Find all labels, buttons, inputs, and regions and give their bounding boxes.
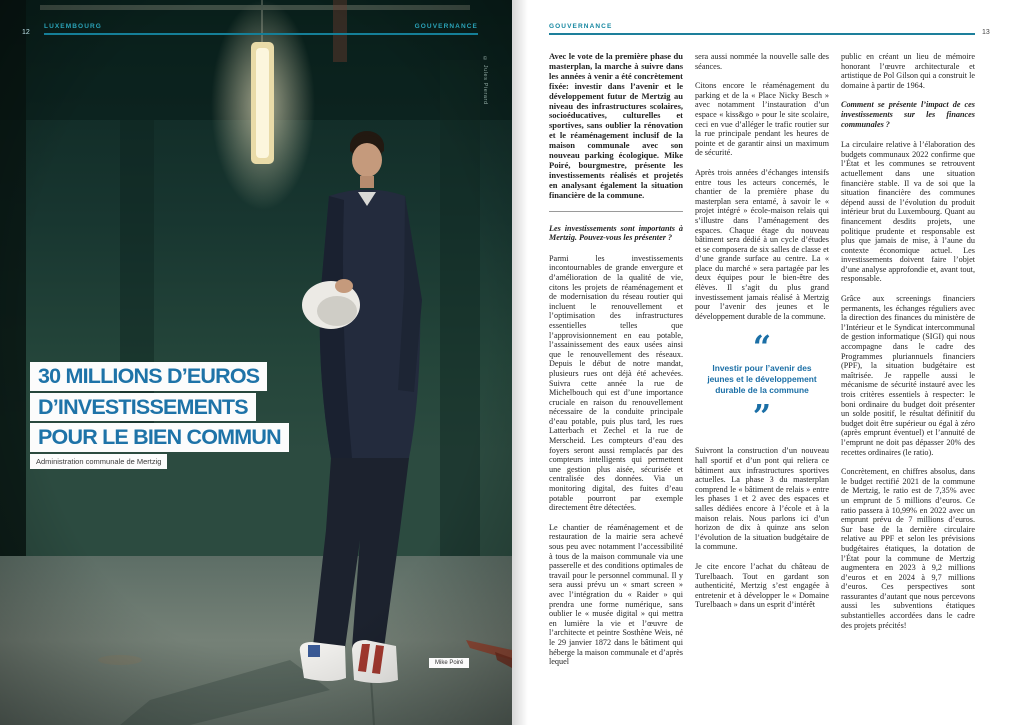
body-paragraph: Suivront la construction d’un nouveau hall sportif et d’un pont qui reliera ce bâtiment aux infrastructures sportives actuelles. La phase 3 du masterplan comprend le « bâtiment de relais » entre les phases 1 et 2 avec des espaces et salles dédiées encore à l’école et à la maison relais. Nous parlons ici d’un horizon de dix à quinze ans selon l’évolution de la situation budgétaire de la commune. [695, 446, 829, 552]
body-paragraph: Grâce aux screenings financiers permanents, les échanges réguliers avec la direction des finances du ministère de l’Intérieur et le Syndicat intercommunal de gestion informatique (SIGI) qui nous accompagne dans le cadre des Programmes pluriannuels financiers (PPF), la situation budgétaire est maîtrisée. Je rappelle aussi le mécanisme de sécurité instauré avec les trois critères essentiels à respecter: le boni ordinaire du budget doit présenter un solde positif, le résultat définitif du budget doit être supérieur ou égal à zéro (après emprunt éventuel) et l’annuité de l’emprunt ne doit pas dépasser 20% des recettes ordinaires (le ratio). [841, 294, 975, 457]
body-paragraph: Parmi les investissements incontournables de grande envergure et d’amélioration de la qualité de vie, citons les projets de réaménagement et de modernisation du réseau routier qui incluent le renouvellement et l’optimisation des infrastructures essentielles telles que l’approvisionnement en eau potable, l’assainissement des eaux usées ainsi que le renouvellement des réseaux. Depuis le début de notre mandat, plusieurs rues ont déjà été achevées. Suivra cette année la rue de Michelbouch qui est d’une importance cruciale en raison du renouvellement nécessaire de la conduite principale d’eau potable, puis plus tard, les rues Latterbach et Zechel et la rue de Merscheid. Les compteurs d’eau des foyers seront aussi remplacés par des compteurs intelligents qui permettent une gestion plus aisée, sécurisée et centralisée des données. Via un monitoring digital, des fuites d’eau potable pourront par exemple directement être détectées. [549, 253, 683, 513]
page-number-right: 13 [982, 29, 990, 36]
body-paragraph: La circulaire relative à l’élaboration des budgets communaux 2022 confirme que l’État et les communes se retrouvent actuellement dans une situation financière stable. Il va de soi que la situation financière des communes dépend aussi de l’évolution du produit intérieur brut du Luxembourg. Quant au financement desdits projets, une politique prudente et responsable est plus que jamais de mise, à l’aune du contexte économique actuel. Les investissements doivent faire l’objet d’une analyse approfondie et, avant tout, responsable. [841, 140, 975, 284]
article-title-line-2: D’INVESTISSEMENTS [30, 393, 256, 422]
intro-paragraph: Avec le vote de la première phase du masterplan, la marche à suivre dans les années à venir a été concrètement fixée: investir dans l’avenir et le développement futur de Mertzig au niveau des infrastructures scolaires, socioéducatives, culturelles et sportives, sans oublier la rénovation et le réaménagement inclusif de la maison communale avec son nouveau parking écologique. Mike Poiré, bourgmestre, présente les investissements réalisés et projetés en analysant également la situation financière de la commune. [549, 51, 683, 200]
section-label-luxembourg: LUXEMBOURG [44, 23, 102, 30]
section-divider [549, 211, 683, 212]
body-paragraph: public en créant un lieu de mémoire honorant l’œuvre architecturale et artistique de Pol Gilson qui a construit le domaine à partir de 1964. [841, 52, 975, 90]
article-title-block [30, 362, 289, 469]
body-paragraph: Citons encore le réaménagement du parking et de la « Place Nicky Besch » avec notamment l’instauration d’un espace « kiss&go » pour le site scolaire, ceci en vue d’alléger le trafic routier sur la rue principale pendant les heures de pointe et de garantir ainsi un maximum de sécurité. [695, 81, 829, 158]
body-paragraph: Je cite encore l’achat du château de Turelbaach. Tout en gardant son authenticité, Mertzig s’est engagée à entretenir et à développer le « Domaine Turelbaach » dans un esprit d’intérêt [695, 561, 829, 610]
text-column-3 [841, 52, 975, 640]
article-title-line-3: POUR LE BIEN COMMUN [30, 423, 289, 452]
body-paragraph: Le chantier de réaménagement et de restauration de la mairie sera achevé sous peu avec notamment l’accessibilité à tous de la maison communale via une passerelle et des conditions optimales de travail pour le personnel communal. Il y sera aussi prévu un « smart screen » avec l’intégration du « Raider » qui prendra une forme numérique, sans oublier le « musée digital » qui mettra en lumière la vie et l’œuvre de l’architecte et peintre Sosthène Weis, né le 29 janvier 1872 dans le bâtiment qui héberge la maison communale et d’après lequel [549, 522, 683, 667]
section-label-gouvernance: GOUVERNANCE [549, 23, 613, 30]
text-column-2 [695, 52, 829, 620]
page-number-left: 12 [22, 29, 30, 36]
pull-quote-text: Investir pour l’avenir des jeunes et le développement durable de la commune [707, 363, 817, 396]
body-paragraph: Après trois années d’échanges intensifs entre tous les acteurs concernés, le chantier de la première phase du masterplan sera entamé, à savoir le « projet intégré » école-maison relais qui s’illustre dans l’aménagement des espaces. Chaque étage du nouveau bâtiment sera dédié à un cycle d’études et se composera de six salles de classe et d’une grande surface au centre. La « place du marché » sera partagée par les deux équipes pour le bien-être des élèves. Il s’agit du plus grand investissement jamais réalisé à Mertzig pour l’avenir des jeunes et le développement durable de la commune. [695, 167, 829, 321]
header-rule-right [549, 33, 975, 35]
interview-question-1: Les investissements sont importants à Mertzig. Pouvez-vous les présenter ? [549, 223, 683, 243]
body-paragraph: Concrètement, en chiffres absolus, dans le budget rectifié 2021 de la commune de Mertzig, le ratio est de 7,35% avec un emprunt de 5 millions d’euros. Ce ratio passera à 10,99% en 2022 avec un emprunt prévu de 7 millions d’euros. Sur base de la dernière circulaire relative au PPF et selon les prévisions budgétaires étatiques, la dotation de l’État pour la commune de Mertzig augmentera en 2023 à 9,2 millions d’euros et en 2024 à 9,7 millions d’euros. Ces perspectives sont rassurantes d’autant que nous percevons aussi les subventions étatiques substantielles accordées dans le cadre des projets précités! [841, 467, 975, 630]
body-paragraph: sera aussi nommée la nouvelle salle des séances. [695, 52, 829, 71]
close-quote-icon: ” [752, 397, 772, 436]
article-subtitle: Administration communale de Mertzig [30, 454, 167, 469]
category-label-left: GOUVERNANCE [414, 23, 478, 30]
text-column-1 [549, 52, 683, 677]
header-rule-left [44, 33, 478, 35]
article-title-line-1: 30 MILLIONS D’EUROS [30, 362, 267, 391]
interview-question-2: Comment se présente l’impact de ces investissements sur les finances communales ? [841, 100, 975, 129]
photo-caption: Mike Poiré [429, 658, 469, 668]
pull-quote [695, 328, 829, 436]
right-page [512, 0, 1024, 725]
open-quote-icon: “ [752, 328, 772, 367]
photo-credit: © Jules Pierard [482, 56, 488, 105]
